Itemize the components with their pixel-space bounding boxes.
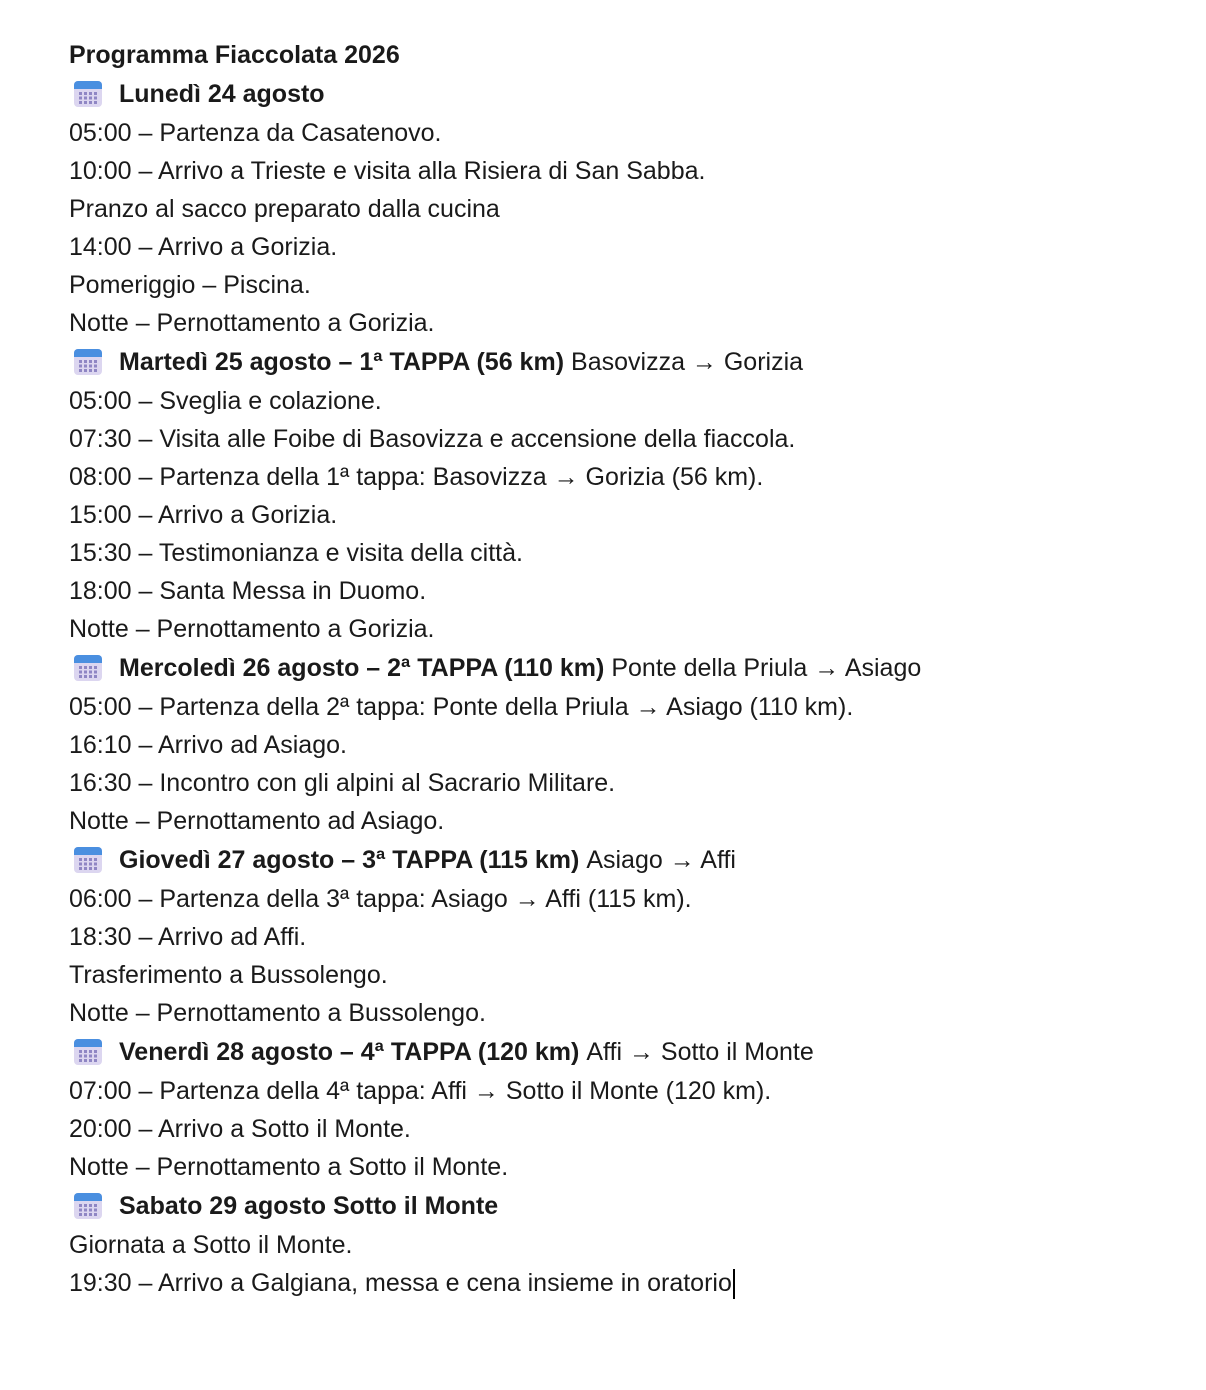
schedule-line-text: 08:00 – Partenza della 1ª tappa: Basovizza → Gorizia (56 km). <box>69 463 764 491</box>
schedule-line <box>69 458 1169 496</box>
schedule-line-text: 19:30 – Arrivo a Galgiana, messa e cena insieme in oratorio <box>69 1269 732 1297</box>
schedule-line-text: 20:00 – Arrivo a Sotto il Monte. <box>69 1115 411 1143</box>
text-cursor <box>733 1269 735 1299</box>
schedule-line <box>69 1148 1169 1186</box>
calendar-icon <box>73 348 103 376</box>
schedule-line-text: Notte – Pernottamento a Bussolengo. <box>69 999 486 1027</box>
schedule-line-text: 15:30 – Testimonianza e visita della città. <box>69 539 523 567</box>
calendar-icon <box>73 80 103 108</box>
schedule-line-text: Giornata a Sotto il Monte. <box>69 1231 353 1259</box>
schedule-line-text: 18:00 – Santa Messa in Duomo. <box>69 577 427 605</box>
schedule-line <box>69 114 1169 152</box>
schedule-line-text: Notte – Pernottamento a Gorizia. <box>69 309 435 337</box>
day-heading-title: Giovedì 27 agosto – 3ª TAPPA (115 km) <box>119 846 580 874</box>
schedule-line-text: 16:30 – Incontro con gli alpini al Sacrario Militare. <box>69 769 616 797</box>
schedule-line-text: 05:00 – Sveglia e colazione. <box>69 387 382 415</box>
schedule-line-text: 15:00 – Arrivo a Gorizia. <box>69 501 338 529</box>
day-heading-title: Martedì 25 agosto – 1ª TAPPA (56 km) <box>119 348 565 376</box>
day-heading <box>69 1186 1169 1226</box>
schedule-line-text: 05:00 – Partenza della 2ª tappa: Ponte della Priula → Asiago (110 km). <box>69 693 854 721</box>
schedule-line-text: 18:30 – Arrivo ad Affi. <box>69 923 307 951</box>
schedule-line <box>69 1110 1169 1148</box>
schedule-line-text: 06:00 – Partenza della 3ª tappa: Asiago → Affi (115 km). <box>69 885 692 913</box>
schedule-line <box>69 726 1169 764</box>
document-title: Programma Fiaccolata 2026 <box>69 41 400 69</box>
calendar-icon <box>73 1192 103 1220</box>
schedule-line-text: Notte – Pernottamento a Gorizia. <box>69 615 435 643</box>
schedule-line <box>69 764 1169 802</box>
schedule-line-text: Pomeriggio – Piscina. <box>69 271 311 299</box>
day-heading <box>69 1032 1169 1072</box>
day-heading-route: Ponte della Priula → Asiago <box>611 654 922 682</box>
schedule-line-text: 05:00 – Partenza da Casatenovo. <box>69 119 442 147</box>
day-heading-title: Mercoledì 26 agosto – 2ª TAPPA (110 km) <box>119 654 605 682</box>
day-heading <box>69 840 1169 880</box>
schedule-line-text: 10:00 – Arrivo a Trieste e visita alla Risiera di San Sabba. <box>69 157 706 185</box>
schedule-line <box>69 496 1169 534</box>
schedule-line <box>69 688 1169 726</box>
schedule-line <box>69 534 1169 572</box>
schedule-line <box>69 572 1169 610</box>
schedule-line <box>69 266 1169 304</box>
schedule-line-text: Trasferimento a Bussolengo. <box>69 961 388 989</box>
schedule-line <box>69 304 1169 342</box>
schedule-line <box>69 420 1169 458</box>
schedule-line <box>69 228 1169 266</box>
day-heading-title: Sabato 29 agosto Sotto il Monte <box>119 1192 499 1220</box>
schedule-line-text: 16:10 – Arrivo ad Asiago. <box>69 731 347 759</box>
schedule-line <box>69 956 1169 994</box>
schedule-line <box>69 802 1169 840</box>
day-heading-route: Basovizza → Gorizia <box>571 348 804 376</box>
calendar-icon <box>73 1038 103 1066</box>
document-body[interactable] <box>69 36 1169 1302</box>
day-list <box>69 74 1169 1302</box>
schedule-line <box>69 1072 1169 1110</box>
schedule-line <box>69 610 1169 648</box>
schedule-line-text: 14:00 – Arrivo a Gorizia. <box>69 233 338 261</box>
schedule-line-text: Notte – Pernottamento ad Asiago. <box>69 807 445 835</box>
day-heading-title: Lunedì 24 agosto <box>119 80 325 108</box>
schedule-line <box>69 918 1169 956</box>
calendar-icon <box>73 846 103 874</box>
schedule-line <box>69 1226 1169 1264</box>
schedule-line-text: Pranzo al sacco preparato dalla cucina <box>69 195 500 223</box>
schedule-line <box>69 382 1169 420</box>
schedule-line <box>69 152 1169 190</box>
schedule-line <box>69 190 1169 228</box>
day-heading <box>69 342 1169 382</box>
schedule-line <box>69 994 1169 1032</box>
day-heading-route: Affi → Sotto il Monte <box>586 1038 814 1066</box>
day-heading <box>69 74 1169 114</box>
day-heading-title: Venerdì 28 agosto – 4ª TAPPA (120 km) <box>119 1038 580 1066</box>
schedule-line <box>69 880 1169 918</box>
schedule-line-text: 07:30 – Visita alle Foibe di Basovizza e accensione della fiaccola. <box>69 425 796 453</box>
schedule-line <box>69 1264 1169 1302</box>
schedule-line-text: Notte – Pernottamento a Sotto il Monte. <box>69 1153 509 1181</box>
day-heading <box>69 648 1169 688</box>
day-heading-route: Asiago → Affi <box>586 846 736 874</box>
schedule-line-text: 07:00 – Partenza della 4ª tappa: Affi → Sotto il Monte (120 km). <box>69 1077 772 1105</box>
calendar-icon <box>73 654 103 682</box>
